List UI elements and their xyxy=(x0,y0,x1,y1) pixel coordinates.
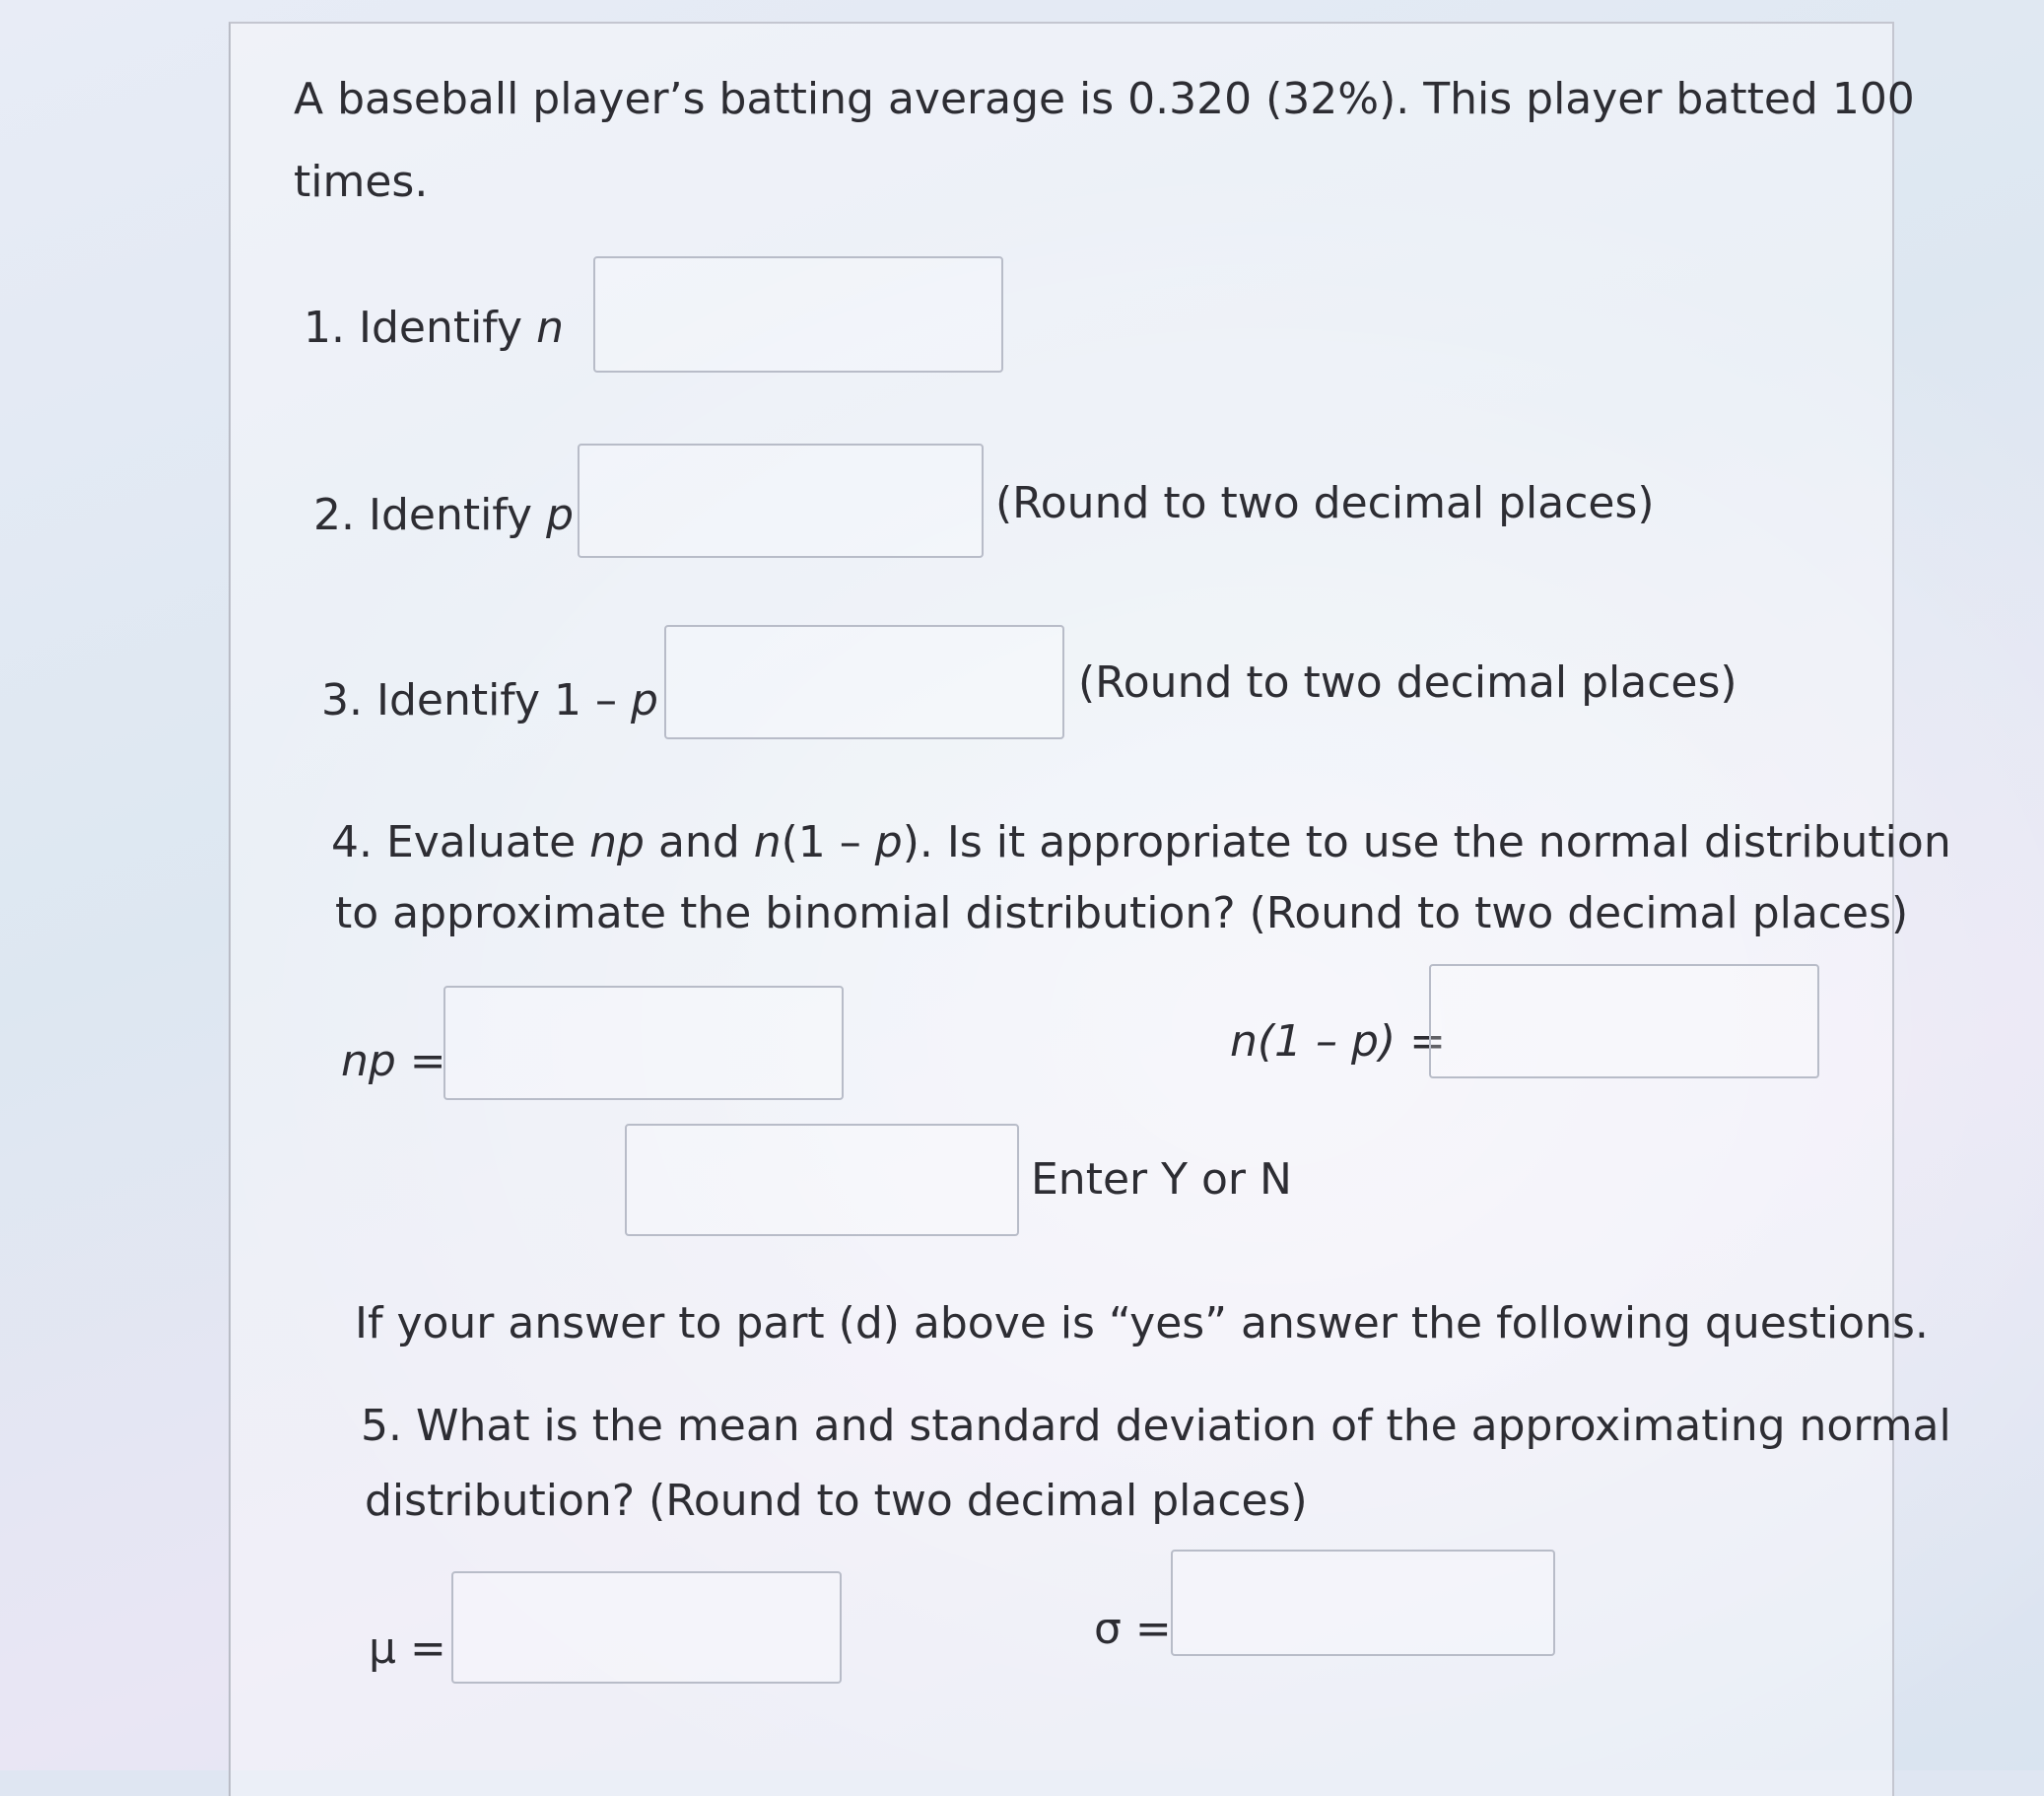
part4-np: np xyxy=(589,817,645,867)
part4-line1-c: (1 – xyxy=(781,817,875,867)
n-one-minus-p-input[interactable] xyxy=(1429,964,1819,1078)
part4-p: p xyxy=(874,817,903,867)
mu-label: μ = xyxy=(369,1623,446,1674)
mu-input[interactable] xyxy=(451,1571,842,1684)
item-3-variable: p xyxy=(631,675,658,725)
part5-line2: distribution? (Round to two decimal places) xyxy=(365,1476,1308,1526)
one-minus-p-input[interactable] xyxy=(664,625,1064,739)
item-2-label xyxy=(313,479,574,553)
part4-line1-a: 4. Evaluate xyxy=(331,817,590,867)
np-input[interactable] xyxy=(443,986,844,1100)
conditional-instruction: If your answer to part (d) above is “yes” answer the following questions. xyxy=(355,1298,1929,1348)
item-1-variable: n xyxy=(536,303,564,353)
item-2-number: 2. Identify xyxy=(313,490,547,540)
part4-line1-b: and xyxy=(644,817,754,867)
n-input[interactable] xyxy=(593,256,1003,373)
item-3-note: (Round to two decimal places) xyxy=(1078,657,1737,708)
part4-line1 xyxy=(331,806,1951,880)
item-2-note: (Round to two decimal places) xyxy=(995,478,1655,528)
item-3-number: 3. Identify 1 – xyxy=(321,675,632,725)
question-intro-line2: times. xyxy=(294,157,429,207)
part4-n: n xyxy=(753,817,782,867)
item-2-variable: p xyxy=(546,490,574,540)
p-input[interactable] xyxy=(578,444,984,558)
item-1-label xyxy=(304,292,564,366)
np-label: np = xyxy=(341,1036,446,1086)
question-intro-line1: A baseball player’s batting average is 0.320 (32%). This player batted 100 xyxy=(294,74,1915,124)
part5-line1: 5. What is the mean and standard deviation of the approximating normal xyxy=(361,1401,1951,1451)
yes-no-note: Enter Y or N xyxy=(1031,1154,1292,1205)
n1p-label: n(1 – p) = xyxy=(1230,1016,1446,1067)
part4-line2: to approximate the binomial distribution? (Round to two decimal places) xyxy=(335,888,1909,938)
sigma-input[interactable] xyxy=(1171,1550,1555,1656)
part4-line1-d: ). Is it appropriate to use the normal distribution xyxy=(902,817,1951,867)
yes-no-input[interactable] xyxy=(625,1124,1019,1236)
sigma-label: σ = xyxy=(1094,1604,1172,1654)
item-1-number: 1. Identify xyxy=(304,303,537,353)
item-3-label xyxy=(321,664,658,738)
